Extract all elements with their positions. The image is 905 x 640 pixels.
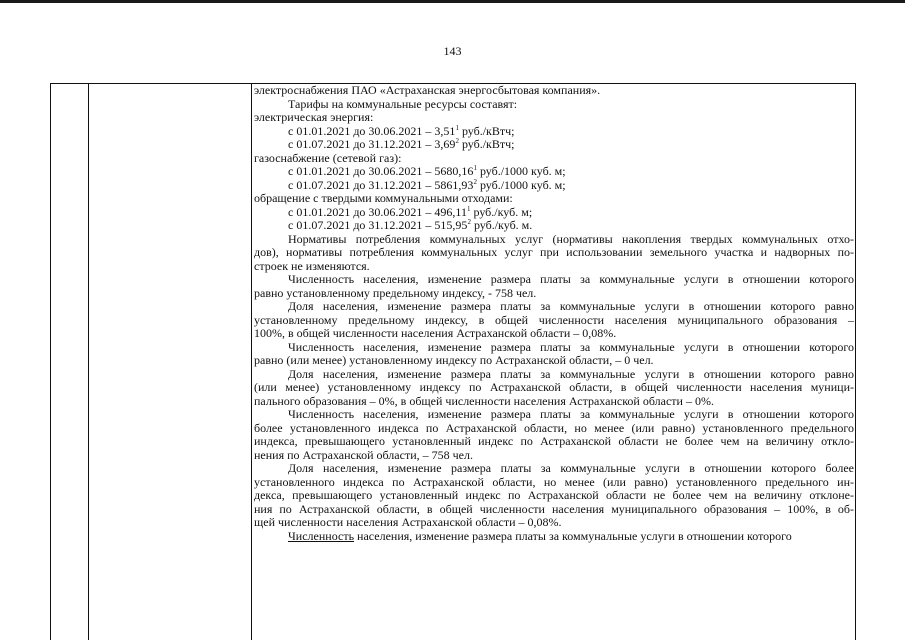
top-rule xyxy=(0,0,905,3)
share-limit-line: установленному предельному индексу, в общей численности населения муниципального образования – xyxy=(254,313,854,327)
waste-tariff-h1: с 01.01.2021 до 30.06.2021 – 496,11$^1$ руб./куб. м; xyxy=(288,204,533,219)
electricity-tariff-h2: с 01.07.2021 до 31.12.2021 – 3,69$^2$ руб./кВтч; xyxy=(288,137,515,151)
count-region-line: Численность населения, изменение размера платы за коммунальные услуги в отношении которого xyxy=(288,340,854,354)
document-table xyxy=(50,83,856,640)
share-region-line: (или менее) установленному индексу по Астраханской области, в общей численности населения муници- xyxy=(254,381,854,394)
share-above-line: щей численности населения Астраханской области – 0,08%. xyxy=(254,515,562,529)
count-above-line: индекса, превышающего установленный индекс по Астраханской области не более чем на величину откло- xyxy=(254,435,854,448)
column-divider xyxy=(88,84,89,640)
share-above-line: ния по Астраханской области, в общей численности населения муниципального образования – 100%, в об- xyxy=(254,502,854,516)
norms-line: строек не изменяются. xyxy=(254,258,370,273)
electricity-tariff-h1: с 01.01.2021 до 30.06.2021 – 3,51$^1$ руб./кВтч; xyxy=(288,123,515,138)
count-above-line: более установленного индекса по Астраханской области, но менее (или равно) установленного предельного xyxy=(254,421,854,435)
count-limit-line: Численность населения, изменение размера платы за коммунальные услуги в отношении которого xyxy=(288,273,854,286)
gas-tariff-h1: с 01.01.2021 до 30.06.2021 – 5680,16$^1$ руб./1000 куб. м; xyxy=(288,164,566,178)
gas-label: газоснабжение (сетевой газ): xyxy=(254,150,402,165)
share-above-line: декса, превышающего установленный индекс по Астраханской области не более чем на величину отклоне- xyxy=(254,489,854,502)
norms-line: Нормативы потребления коммунальных услуг (нормативы накопления твердых коммунальных отхо- xyxy=(288,232,854,246)
text-cell xyxy=(254,84,854,543)
share-limit-line: Доля населения, изменение размера платы за коммунальные услуги в отношении которого равно xyxy=(288,300,854,313)
count-limit-line: равно установленному предельному индексу, - 758 чел. xyxy=(254,285,537,300)
share-limit-line: 100%, в общей численности населения Астраханской области – 0,08%. xyxy=(254,326,617,340)
norms-line: дов), нормативы потребления коммунальных услуг при использовании земельного участка и надворных по- xyxy=(254,246,854,259)
last-paragraph-line: Численность населения, изменение размера платы за коммунальные услуги в отношении которого xyxy=(288,528,792,543)
page-number: 143 xyxy=(443,44,462,58)
count-region-line: равно (или менее) установленному индексу по Астраханской области, – 0 чел. xyxy=(254,353,654,367)
share-above-line: Доля населения, изменение размера платы за коммунальные услуги в отношении которого более xyxy=(288,462,854,475)
count-above-line: нения по Астраханской области, – 758 чел. xyxy=(254,447,473,462)
electricity-label: электрическая энергия: xyxy=(254,110,374,124)
column-divider xyxy=(251,84,252,640)
count-above-line: Численность населения, изменение размера платы за коммунальные услуги в отношении которого xyxy=(288,408,854,421)
intro-line: электроснабжения ПАО «Астраханская энергосбытовая компания». xyxy=(254,83,601,97)
share-region-line: Доля населения, изменение размера платы за коммунальные услуги в отношении которого равно xyxy=(288,367,854,381)
share-above-line: установленного индекса по Астраханской области, но менее (или равно) установленного предельного ин- xyxy=(254,475,854,489)
tariffs-heading: Тарифы на коммунальные ресурсы составят: xyxy=(288,96,518,111)
gas-tariff-h2: с 01.07.2021 до 31.12.2021 – 5861,93$^2$ руб./1000 куб. м; xyxy=(288,177,566,192)
waste-label: обращение с твердыми коммунальными отходами: xyxy=(254,191,513,205)
waste-tariff-h2: с 01.07.2021 до 31.12.2021 – 515,95$^2$ руб./куб. м. xyxy=(288,218,533,232)
share-region-line: пального образования – 0%, в общей численности населения Астраханской области – 0%. xyxy=(254,393,714,408)
